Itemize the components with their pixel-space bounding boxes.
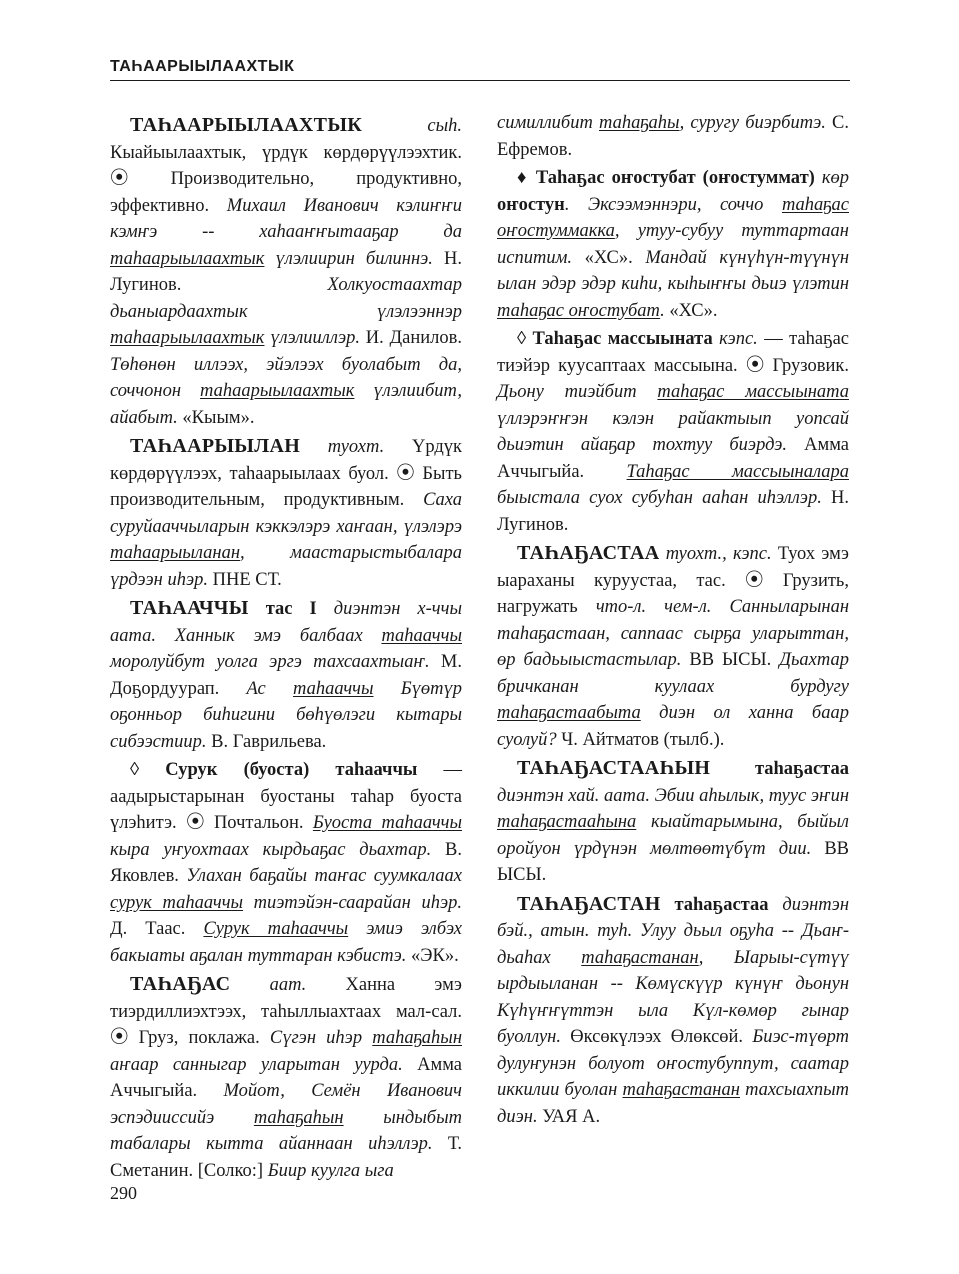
entry-text: что-л. чем-л.: [595, 597, 730, 617]
entry-text: Мойот, Семён Иванович эспэдииссийэ: [110, 1081, 462, 1128]
example-keyword: таһаҕастаабыта: [497, 703, 641, 723]
entry-text: оҥостун: [497, 194, 565, 215]
entry-text: ПНЕ СТ.: [212, 569, 282, 590]
entry-text: Дьахтар бричканан куулаах бурдугу: [497, 650, 849, 697]
entry-text: диэнтэн бэй., атын. туһ. Улуу дьыл оҕуһа -- Дьаҥ-дьаһах: [497, 894, 850, 968]
headword: ТАҺАҔАСТАА: [517, 542, 660, 564]
entry-text: үлэлииллэр.: [264, 328, 366, 348]
entry-text: М. Доҕордуурап.: [110, 652, 462, 699]
entry-text: кэпс.: [712, 329, 765, 349]
entry-text: сыһ.: [362, 116, 462, 136]
headword: ТАҺАҔАС: [130, 973, 231, 995]
entry-text: диэнтэн хай. аата. Эбии аһылык, туус эҥин: [497, 785, 849, 806]
example-keyword: таһаҕастанан: [622, 1080, 740, 1100]
entry-text: диэнтэн х-ччы аата. Ханнык эмэ балбаах: [110, 599, 462, 646]
entry-text: тиэтэйэн-саарайан иһэр.: [243, 892, 462, 913]
entry-text: ♦ Таһаҕас оҥостубат (оҥостуммат): [517, 168, 815, 188]
example-keyword: таһаарыылаахтык: [110, 328, 265, 348]
headword: ТАҺАҔАСТААҺЫН: [517, 757, 711, 779]
entry-text: Үрдүк көрдөрүүлээх, таһаарыылаах буол. ⦿ Быть производительным, продуктивным.: [110, 437, 462, 510]
entry-text: , суругу биэрбитэ.: [679, 113, 833, 133]
dictionary-entry: [110, 971, 462, 1184]
entry-text: аҥаар санныгар уларытан уурда.: [110, 1054, 418, 1075]
entry-text: Амма Аччыгыйа.: [497, 435, 849, 482]
entry-text: ◊ Сурук (буоста) таһааччы: [130, 760, 418, 780]
example-keyword: таһаҕаһын: [372, 1028, 462, 1048]
entry-text: «ХС».: [669, 300, 718, 321]
dictionary-entry: [497, 755, 849, 889]
entry-text: Бүөтүр оҕонньор биһигини бөһүөлэги кытары сибээстиир.: [110, 678, 463, 752]
dictionary-entry: [110, 757, 462, 969]
entry-text: Дьону тиэйбит: [497, 382, 658, 402]
entry-text: үлэлиирин билиннэ.: [264, 248, 444, 269]
entry-text: Саха суруйааччыларын кэккэлэрэ хаҥаан, үлэлэрэ: [110, 490, 462, 537]
page-number: 290: [110, 1183, 137, 1203]
example-keyword: таһаарыылаахтык: [200, 381, 355, 401]
entry-text: В. Яковлев.: [110, 839, 462, 886]
dictionary-entry: [110, 595, 462, 755]
entry-text: быыстала суох субуһан ааһан иһэллэр.: [497, 488, 831, 508]
dictionary-entry: [497, 165, 849, 324]
entry-text: Ас: [246, 678, 293, 699]
entry-text: Н. Лугинов.: [497, 488, 849, 535]
headword: ТАҺААРЫЫЛАН: [130, 435, 301, 457]
entry-text: туохт., кэпс.: [659, 544, 778, 564]
entry-text: тас I: [248, 599, 317, 619]
entry-text: Т. Сметанин. [Солко:]: [110, 1134, 462, 1181]
entry-text: Санныларынан таһаҕастаан: [497, 597, 849, 644]
entry-text: кыайтарымына, быйыл оройуон үрдүнэн мөлтөөтүбүт дии.: [497, 812, 849, 859]
entry-text: үлэлиибит, айабыт.: [110, 381, 462, 428]
entry-text: , маастарыстыбалара үрдээн иһэр.: [110, 543, 462, 590]
entry-text: Улахан баҕайы таҥас суумкалаах: [186, 866, 462, 886]
entry-text: таһаҕастаа: [710, 759, 849, 779]
entry-text: , саппаас сырҕа уларыттан, өр бадьыыстастылар.: [497, 623, 849, 670]
entry-text: , Ыарыы-сүтүү ырдыыланан -- Көмүскүүр күнүҥ дьонун Күһүҥҥүттэн ыла Күл-көмөр гынар буоллун.: [497, 947, 849, 1047]
entry-text: Биир куулга ыга: [267, 1160, 394, 1181]
entry-text: Мандай күнүһүн-түүнүн ылан эдэр эдэр киһи, кыһыҥҥы дьиэ үлэтин: [497, 247, 849, 294]
example-keyword: таһаҕаһы: [598, 113, 680, 133]
entry-text: Амма Аччыгыйа.: [110, 1054, 462, 1101]
entry-text: туохт.: [300, 437, 412, 457]
entry-text: «ХС».: [584, 247, 646, 268]
right-column: [497, 110, 849, 1130]
entry-text: диэн ол ханна баар суолуй?: [497, 703, 849, 750]
entry-text: УАЯ А.: [542, 1106, 601, 1127]
entry-text: Төһөнөн иллээх, эйэлээх буолабыт да, соччонон: [110, 354, 462, 401]
entry-text: кыра уҥуохтаах кырдьаҕас дьахтар.: [110, 839, 446, 860]
dictionary-entry: [497, 891, 849, 1131]
entry-text: эмиэ элбэх бакыаты аҕалан туттаран кэбистэ.: [110, 919, 462, 966]
entry-text: Сүгэн иһэр: [269, 1028, 373, 1048]
entry-continuation: [497, 110, 849, 163]
entry-text: ындыбыт табалары кытта айаннаан иһэллэр.: [110, 1107, 462, 1154]
example-keyword: таһааччы: [292, 678, 374, 699]
entry-text: Холкуостаахтар дьаныардаахтык үлэлээннэр: [110, 275, 462, 322]
entry-text: , утуу-субуу туттартаан испитим.: [497, 221, 849, 268]
example-keyword: таһаҕаһын: [253, 1107, 344, 1128]
entry-text: . Эксээмэннэри, соччо: [564, 194, 782, 215]
example-keyword: таһаҕас оҥостубат: [497, 300, 661, 321]
example-keyword: таһаарыылаахтык: [110, 248, 265, 269]
entry-text: симиллибит: [497, 113, 599, 133]
entry-text: ВВ ЫСЫ.: [689, 650, 780, 670]
entry-text: Ханна эмэ тиэрдиллиэхтээх, таһыллыахтаах мал-сал. ⦿ Груз, поклажа.: [110, 975, 462, 1048]
entry-text: «Кыым».: [182, 407, 255, 428]
headword: ТАҺАҔАСТАН: [517, 892, 661, 915]
entry-text: .: [660, 300, 670, 321]
entry-text: үллэрэҥҥэн кэлэн райактыып уопсай дьиэтин айаҕар тохтуу биэрдэ.: [497, 408, 849, 455]
example-keyword: сурук таһааччы: [110, 892, 244, 913]
example-keyword: таһаҕас массыыната: [657, 382, 849, 402]
entry-text: көр: [814, 168, 849, 188]
example-keyword: таһаҕастанан: [581, 947, 699, 968]
entry-text: В. Гаврильева.: [211, 731, 327, 752]
example-keyword: Таһаҕас массыыналара: [626, 461, 849, 482]
entry-text: С. Ефремов.: [497, 113, 849, 160]
entry-text: Михаил Иванович кэлиҥҥи кэмҥэ -- хаһааҥҥытааҕар да: [110, 195, 462, 242]
entry-text: таһаҕастаа: [660, 894, 769, 915]
headword: ТАҺААЧЧЫ: [130, 597, 249, 619]
example-keyword: таһаҕас оҥостуммакка: [497, 194, 849, 241]
entry-text: Д. Таас.: [110, 919, 204, 939]
entry-text: И. Данилов.: [365, 328, 463, 348]
entry-text: аат.: [230, 975, 346, 995]
dictionary-entry: [110, 433, 462, 593]
dictionary-entry: [497, 540, 849, 753]
headword: ТАҺААРЫЫЛААХТЫК: [130, 114, 363, 136]
example-keyword: таһаҕастааһына: [497, 812, 637, 832]
entry-text: — таһаҕас тиэйэр куусаптаах массыына. ⦿ Грузовик.: [497, 329, 850, 376]
entry-text: моролуйбут уолга эргэ тахсаахтыаҥ.: [110, 652, 441, 672]
example-keyword: Буоста таһааччы: [312, 813, 463, 833]
entry-text: Өксөкүлээх Өлөксөй.: [570, 1027, 753, 1047]
example-keyword: таһааччы: [381, 625, 462, 646]
entry-text: Кыайыылаахтык, үрдүк көрдөрүүлээхтик. ⦿ Производительно, продуктивно, эффективно.: [110, 142, 462, 216]
entry-text: Ч. Айтматов (тылб.).: [561, 729, 725, 750]
dictionary-entry: [497, 326, 849, 538]
entry-text: ВВ ЫСЫ.: [497, 838, 849, 885]
entry-text: — аадырыстарынан буостаны таһар буоста үлэһитэ. ⦿ Почтальон.: [110, 760, 462, 833]
entry-text: Н. Лугинов.: [110, 248, 462, 295]
entry-text: Биэс-түөрт дулуҥунэн болуот оҥостубуппут, саатар иккилии буолан: [497, 1027, 849, 1100]
running-head: ТАҺААРЫЫЛААХТЫК: [110, 58, 295, 75]
example-keyword: таһаарыыланан: [110, 543, 241, 563]
entry-text: «ЭК».: [411, 945, 459, 966]
header-rule: [110, 80, 850, 81]
dictionary-entry: [110, 112, 462, 431]
example-keyword: Сурук таһааччы: [203, 919, 349, 939]
left-column: [110, 110, 462, 1184]
entry-text: Туох эмэ ыараханы куруустаа, тас. ⦿ Грузить, нагружать: [497, 544, 849, 617]
entry-text: тахсыахпыт диэн.: [497, 1080, 849, 1127]
entry-text: ◊ Таһаҕас массыыната: [517, 329, 713, 349]
